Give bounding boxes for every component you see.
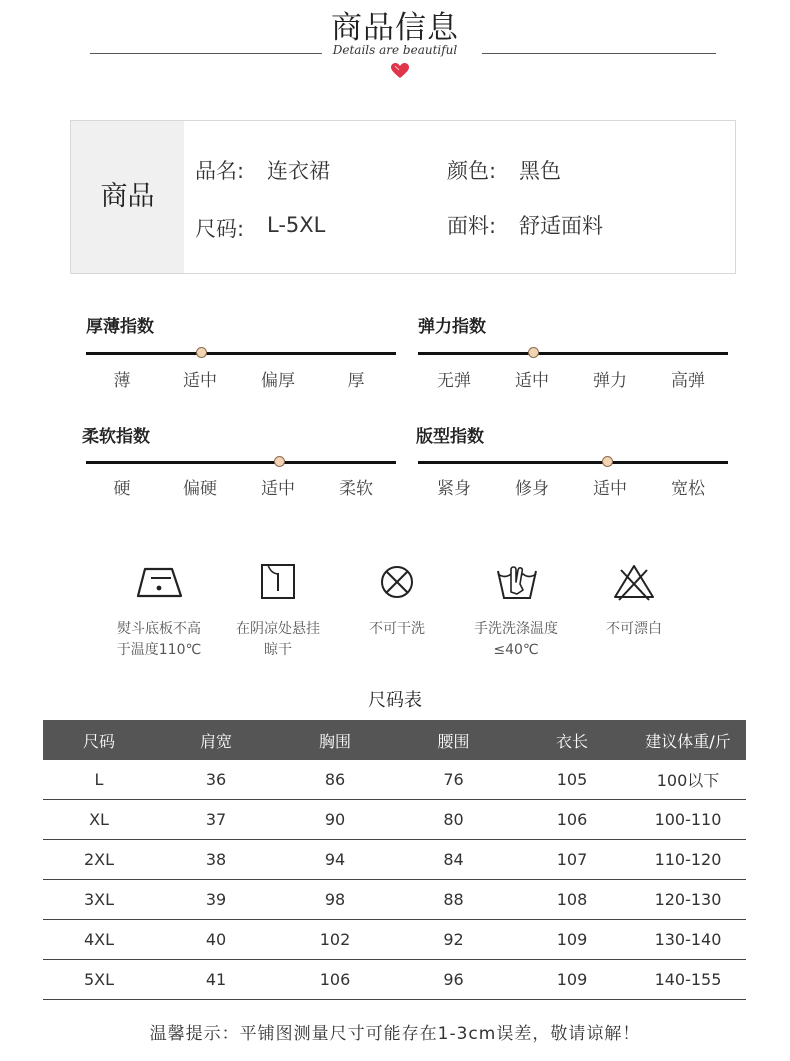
cell-shoulder: 39 <box>155 880 277 920</box>
softness-label-medium: 适中 <box>261 479 295 499</box>
fit-label-tight: 紧身 <box>437 479 471 499</box>
cell-length: 106 <box>514 800 630 840</box>
product-color-label: 颜色: <box>447 159 497 183</box>
elasticity-index-marker <box>528 347 539 358</box>
fit-index-title: 版型指数 <box>416 427 484 447</box>
elasticity-index-scale <box>418 352 728 355</box>
page-title: 商品信息 <box>331 10 459 46</box>
elasticity-index-title: 弹力指数 <box>418 317 486 337</box>
no-dry-clean-icon <box>372 562 422 602</box>
fit-label-loose: 宽松 <box>671 479 705 499</box>
cell-bust: 106 <box>277 960 393 1000</box>
cell-weight: 140-155 <box>630 960 746 1000</box>
cell-shoulder: 40 <box>155 920 277 960</box>
cell-size: 2XL <box>43 840 155 880</box>
care-label-no-bleach-line1: 不可漂白 <box>606 621 662 637</box>
cell-length: 109 <box>514 920 630 960</box>
fit-index-scale <box>418 461 728 464</box>
care-label-no-bleach <box>570 619 698 640</box>
cell-size: 4XL <box>43 920 155 960</box>
elasticity-label-medium: 适中 <box>515 371 549 391</box>
table-row <box>43 800 746 840</box>
table-row <box>43 920 746 960</box>
product-name-label: 品名: <box>195 159 245 183</box>
header-waist: 腰围 <box>393 720 514 760</box>
care-label-iron-line1: 熨斗底板不高 <box>117 621 201 637</box>
table-row <box>43 840 746 880</box>
cell-weight: 100-110 <box>630 800 746 840</box>
cell-bust: 98 <box>277 880 393 920</box>
header-length: 衣长 <box>514 720 630 760</box>
product-color-value: 黑色 <box>519 159 561 183</box>
care-label-no-dry-clean-line1: 不可干洗 <box>369 621 425 637</box>
cell-weight: 110-120 <box>630 840 746 880</box>
thickness-label-thin: 薄 <box>113 371 131 391</box>
measurement-note: 温馨提示：平铺图测量尺寸可能存在1-3cm误差，敬请谅解！ <box>149 1024 641 1044</box>
care-label-hand-wash-line1: 手洗洗涤温度 <box>474 621 558 637</box>
product-label: 商品 <box>100 181 155 212</box>
cell-size: L <box>43 760 155 800</box>
fit-index-marker <box>602 456 613 467</box>
cell-size: 5XL <box>43 960 155 1000</box>
cell-waist: 76 <box>393 760 514 800</box>
no-bleach-icon <box>609 562 659 602</box>
cell-bust: 102 <box>277 920 393 960</box>
header-shoulder: 肩宽 <box>155 720 277 760</box>
thickness-label-thickish: 偏厚 <box>261 371 295 391</box>
size-table <box>43 720 746 1000</box>
care-label-hang-dry-line1: 在阴凉处悬挂 <box>236 621 320 637</box>
product-size-label: 尺码: <box>195 217 245 241</box>
table-row <box>43 880 746 920</box>
thickness-index-title: 厚薄指数 <box>86 317 154 337</box>
care-label-hand-wash <box>452 619 580 661</box>
thickness-index-scale <box>86 352 396 355</box>
cell-length: 108 <box>514 880 630 920</box>
cell-length: 107 <box>514 840 630 880</box>
cell-length: 109 <box>514 960 630 1000</box>
thickness-label-thick: 厚 <box>347 371 365 391</box>
cell-waist: 96 <box>393 960 514 1000</box>
hand-wash-icon <box>492 562 542 602</box>
cell-shoulder: 36 <box>155 760 277 800</box>
softness-index-marker <box>274 456 285 467</box>
product-size-value: L-5XL <box>267 213 326 237</box>
cell-shoulder: 37 <box>155 800 277 840</box>
cell-weight: 130-140 <box>630 920 746 960</box>
cell-waist: 88 <box>393 880 514 920</box>
fit-label-medium: 适中 <box>593 479 627 499</box>
elasticity-label-stretch: 弹力 <box>593 371 627 391</box>
table-row <box>43 960 746 1000</box>
care-label-no-dry-clean <box>333 619 461 640</box>
size-table-title: 尺码表 <box>368 690 422 711</box>
table-row <box>43 760 746 800</box>
care-label-iron <box>95 619 223 661</box>
product-info-box <box>70 120 736 274</box>
cell-bust: 86 <box>277 760 393 800</box>
hang-dry-icon <box>253 562 303 602</box>
cell-size: XL <box>43 800 155 840</box>
header-size: 尺码 <box>43 720 155 760</box>
product-name-value: 连衣裙 <box>267 159 330 183</box>
cell-weight: 100以下 <box>630 760 746 800</box>
care-label-iron-line2: 于温度110℃ <box>116 642 202 658</box>
header-weight: 建议体重/斤 <box>630 720 746 760</box>
elasticity-label-high: 高弹 <box>671 371 705 391</box>
elasticity-label-none: 无弹 <box>437 371 471 391</box>
care-label-hang-dry <box>214 619 342 661</box>
cell-waist: 80 <box>393 800 514 840</box>
cell-weight: 120-130 <box>630 880 746 920</box>
cell-waist: 92 <box>393 920 514 960</box>
product-fabric-value: 舒适面料 <box>519 214 603 238</box>
product-fabric-label: 面料: <box>447 214 497 238</box>
cell-shoulder: 41 <box>155 960 277 1000</box>
softness-label-soft: 柔软 <box>339 479 373 499</box>
softness-label-hardish: 偏硬 <box>183 479 217 499</box>
title-subtitle: Details are beautiful <box>332 43 458 57</box>
care-label-hand-wash-line2: ≤40℃ <box>493 642 539 658</box>
thickness-index-marker <box>196 347 207 358</box>
iron-icon <box>135 562 185 602</box>
care-label-hang-dry-line2: 晾干 <box>264 642 292 658</box>
softness-label-hard: 硬 <box>113 479 131 499</box>
cell-bust: 94 <box>277 840 393 880</box>
fit-label-slim: 修身 <box>515 479 549 499</box>
softness-index-title: 柔软指数 <box>82 427 150 447</box>
cell-shoulder: 38 <box>155 840 277 880</box>
cell-size: 3XL <box>43 880 155 920</box>
size-table-header-row <box>43 720 746 760</box>
softness-index-scale <box>86 461 396 464</box>
heart-icon <box>391 63 409 79</box>
thickness-label-medium: 适中 <box>183 371 217 391</box>
cell-bust: 90 <box>277 800 393 840</box>
cell-waist: 84 <box>393 840 514 880</box>
cell-length: 105 <box>514 760 630 800</box>
header-bust: 胸围 <box>277 720 393 760</box>
